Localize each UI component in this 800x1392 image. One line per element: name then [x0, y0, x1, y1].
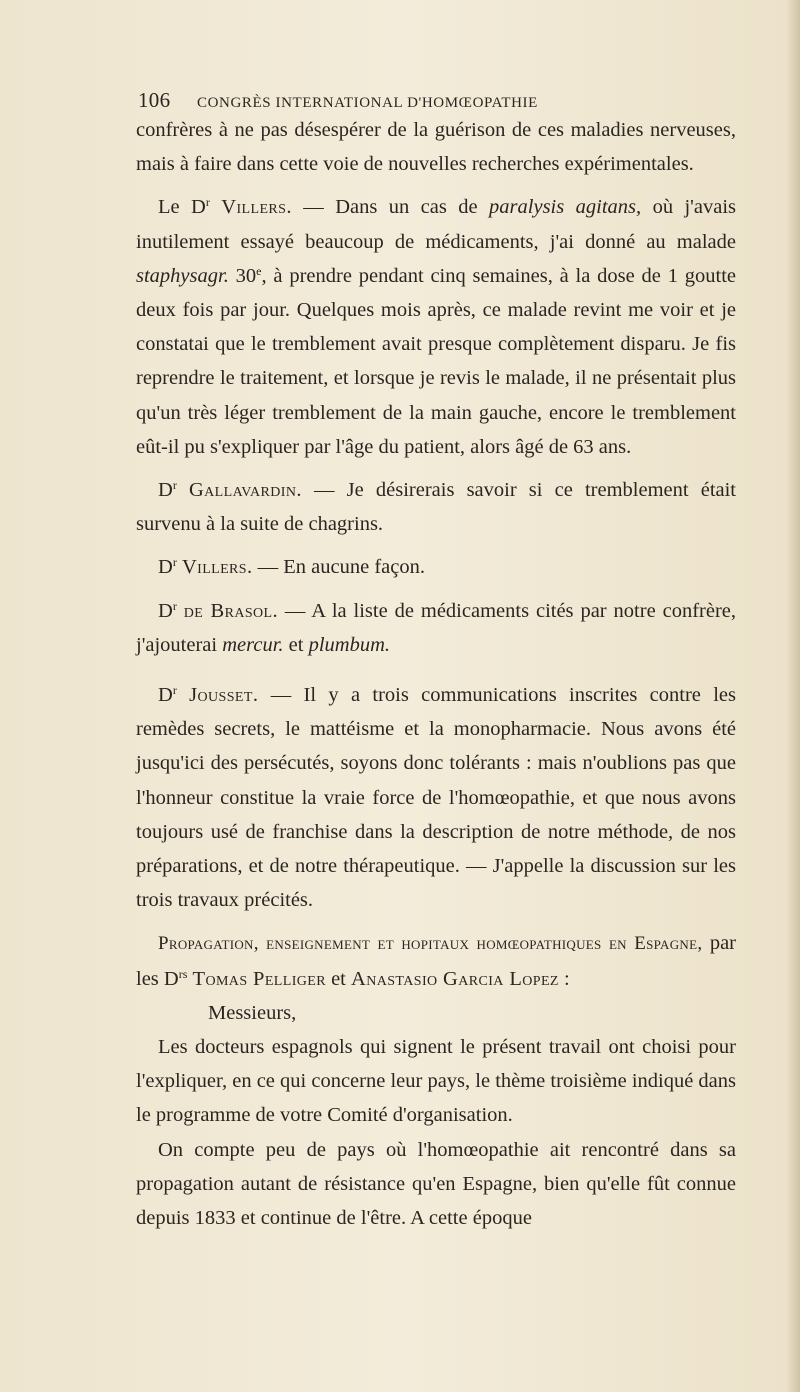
- author-name: Tomas Pelliger: [187, 967, 326, 990]
- speaker-name: de Brasol.: [183, 599, 279, 622]
- italic-term: paralysis agitans,: [489, 196, 642, 219]
- italic-remedy: plumbum.: [308, 633, 391, 656]
- speaker-name: Jousset.: [189, 684, 259, 707]
- heading-title: Propagation, enseignement et hopitaux homœopathiques en Espagne,: [158, 933, 703, 955]
- running-title: CONGRÈS INTERNATIONAL D'HOMŒOPATHIE: [196, 95, 538, 111]
- running-header: [138, 88, 738, 113]
- author-name: Anastasio Garcia Lopez: [351, 967, 559, 990]
- paragraph-villers-2: $D^r$ Villers. — En aucune façon.: [158, 555, 425, 579]
- italic-remedy: mercur.: [222, 633, 284, 656]
- paragraph-continuation: confrères à ne pas désespérer de la guérison de ces maladies nerveuses, mais à faire dans cette voie de nouvelles recherches expérimentales.: [136, 119, 736, 176]
- paragraph-jousset: $D^r$ Jousset. — Il y a trois communications inscrites contre les remèdes secrets, le mattéisme et la monopharmacie. Nous avons été jusqu'ici des persécutés, soyons donc tolérants : mais n'oublions pas que l'honneur constitue la vraie force de l'homœopathie, et que nous avons toujours usé de franchise dans la description de notre méthode, de nos préparations, et de notre thérapeutique. — J'appelle la discussion sur les trois travaux précités.: [136, 683, 736, 912]
- speaker-title: Le D: [158, 196, 206, 219]
- section-heading: Propagation, enseignement et hopitaux homœopathiques en Espagne, par les $D^{rs}$ Tomas Pelliger et Anastasio Garcia Lopez :: [136, 932, 736, 990]
- title-superscript: r: [205, 195, 210, 210]
- speaker-name: Gallavardin.: [188, 479, 302, 502]
- page-edge-shadow: [786, 0, 800, 1392]
- paragraph-propagation: On compte peu de pays où l'homœopathie ait rencontré dans sa propagation autant de résistance qu'en Espagne, bien qu'elle fût connue depuis 1833 et continue de l'être. A cette époque: [136, 1138, 736, 1230]
- paragraph-brasol: $D^r$ de Brasol. — A la liste de médicaments cités par notre confrère, j'ajouterai mercur. et plumbum.: [136, 598, 736, 656]
- paragraph-villers-1: Le $D^r$ Villers. — Dans un cas de paralysis agitans, où j'avais inutilement essayé beaucoup de médicaments, j'ai donné au malade staphysagr. 30e, à prendre pendant cinq semaines, à la dose de 1 goutte deux fois par jour. Quelques mois après, ce malade revint me voir et je constatai que le tremblement avait presque complètement disparu. Je fis reprendre le traitement, et lorsque je revis le malade, il ne présentait plus qu'un très léger tremblement de la main gauche, encore le tremblement eût-il pu s'expliquer par l'âge du patient, alors âgé de 63 ans.: [136, 195, 736, 458]
- paragraph-gallavardin: $D^r$ Gallavardin. — Je désirerais savoir si ce tremblement était survenu à la suite de chagrins.: [136, 478, 737, 536]
- speaker-name: Villers.: [181, 556, 253, 579]
- speaker-name: Villers.: [221, 196, 292, 219]
- salutation: Messieurs,: [208, 1001, 297, 1024]
- page-number: 106: [138, 88, 171, 112]
- italic-remedy: staphysagr.: [136, 264, 229, 287]
- paragraph-docteurs: Les docteurs espagnols qui signent le présent travail ont choisi pour l'expliquer, en ce qui concerne leur pays, le thème troisième indiqué dans le programme de votre Comité d'organisation.: [136, 1036, 737, 1127]
- page-body: [136, 113, 736, 1235]
